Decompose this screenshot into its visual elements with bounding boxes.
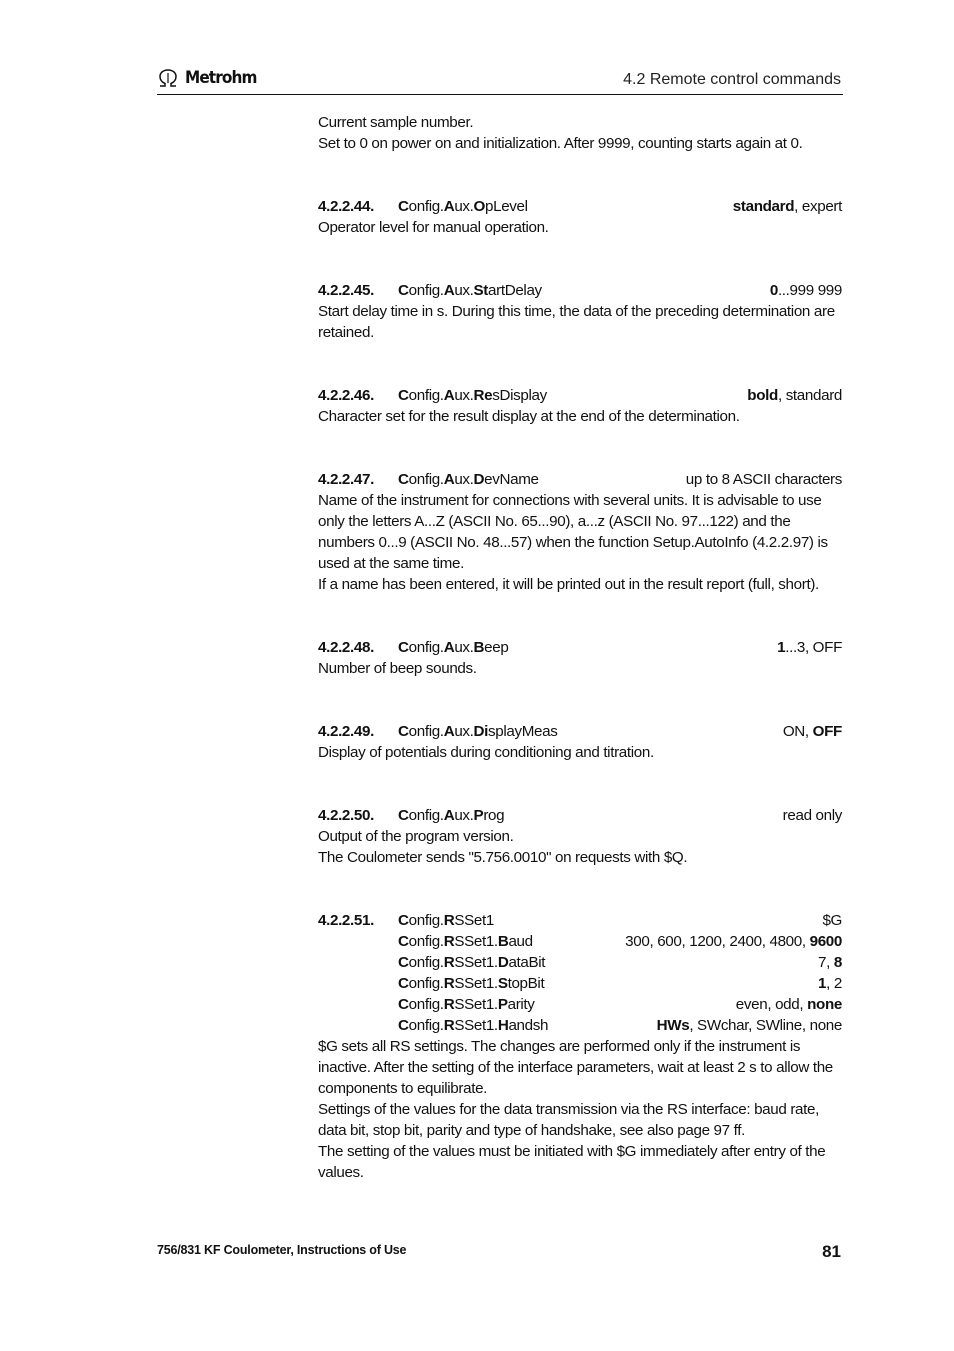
- bold-segment: P: [473, 807, 484, 824]
- bold-segment: none: [807, 996, 842, 1013]
- bold-segment: A: [443, 387, 455, 404]
- command-name: Config.RSSet1.Baud: [398, 933, 533, 950]
- bold-segment: R: [443, 996, 455, 1013]
- command-section: [318, 637, 842, 679]
- bold-segment: S: [497, 975, 508, 992]
- command-name: Config.Aux.DisplayMeas: [398, 723, 558, 740]
- bold-segment: OFF: [812, 723, 842, 740]
- description: $G sets all RS settings. The changes are performed only if the instrument is inactive. After the setting of the interface parameters, wait at least 2 s to allow the components to equilibrate.: [318, 1038, 833, 1097]
- bold-segment: B: [497, 933, 509, 950]
- bold-segment: R: [443, 912, 455, 929]
- bold-segment: C: [398, 198, 409, 215]
- value-range: bold, standard: [747, 387, 842, 404]
- bold-segment: 1: [777, 639, 786, 656]
- command-section: [318, 469, 842, 595]
- value-range: $G: [822, 912, 842, 929]
- command-name: Config.Aux.DevName: [398, 471, 539, 488]
- page-header: [157, 66, 843, 95]
- section-number: 4.2.2.46.: [318, 387, 374, 404]
- section-number: 4.2.2.45.: [318, 282, 374, 299]
- section-number: 4.2.2.50.: [318, 807, 374, 824]
- command-section: [318, 280, 842, 343]
- bold-segment: C: [398, 912, 409, 929]
- section-number: 4.2.2.49.: [318, 723, 374, 740]
- bold-segment: 0: [769, 282, 778, 299]
- bold-segment: 8: [833, 954, 842, 971]
- command-sub-row: [318, 931, 842, 952]
- command-name: Config.RSSet1.StopBit: [398, 975, 545, 992]
- bold-segment: Di: [473, 723, 489, 740]
- running-head: 4.2 Remote control commands: [623, 71, 841, 88]
- value-range: 7, 8: [818, 954, 842, 971]
- bold-segment: D: [473, 471, 485, 488]
- command-header-row: [318, 637, 842, 658]
- command-name: Config.RSSet1: [398, 912, 494, 929]
- bold-segment: A: [443, 723, 455, 740]
- description: Number of beep sounds.: [318, 660, 477, 677]
- bold-segment: R: [443, 954, 455, 971]
- bold-segment: C: [398, 996, 409, 1013]
- section-number: 4.2.2.44.: [318, 198, 374, 215]
- bold-segment: bold: [747, 387, 778, 404]
- bold-segment: B: [473, 639, 485, 656]
- bold-segment: Re: [473, 387, 493, 404]
- bold-segment: C: [398, 807, 409, 824]
- bold-segment: P: [497, 996, 508, 1013]
- description: Display of potentials during conditioning and titration.: [318, 744, 654, 761]
- bold-segment: C: [398, 471, 409, 488]
- bold-segment: A: [443, 471, 455, 488]
- bold-segment: O: [473, 198, 485, 215]
- description: Settings of the values for the data transmission via the RS interface: baud rate, data bit, stop bit, parity and type of handshake, see also page 97 ff.: [318, 1101, 819, 1139]
- bold-segment: D: [497, 954, 509, 971]
- section-number: 4.2.2.51.: [318, 912, 374, 929]
- logo-text: Metrohm: [185, 68, 257, 88]
- bold-segment: C: [398, 1017, 409, 1034]
- command-name: Config.RSSet1.Parity: [398, 996, 535, 1013]
- page-number: 81: [822, 1242, 841, 1261]
- bold-segment: HWs: [656, 1017, 690, 1034]
- command-name: Config.RSSet1.DataBit: [398, 954, 546, 971]
- intro-line: Set to 0 on power on and initialization. After 9999, counting starts again at 0.: [318, 135, 803, 152]
- page-footer: [157, 1240, 843, 1270]
- command-name: Config.Aux.ResDisplay: [398, 387, 547, 404]
- command-section: [318, 196, 842, 238]
- value-range: 300, 600, 1200, 2400, 4800, 9600: [625, 933, 842, 950]
- command-sub-row: [318, 973, 842, 994]
- command-section: [318, 805, 842, 868]
- bold-segment: C: [398, 639, 409, 656]
- bold-segment: C: [398, 954, 409, 971]
- command-header-row: [318, 280, 842, 301]
- bold-segment: C: [398, 723, 409, 740]
- command-section: [318, 910, 842, 1183]
- command-sub-row: [318, 952, 842, 973]
- value-range: 1, 2: [818, 975, 842, 992]
- description: Start delay time in s. During this time, the data of the preceding determination are retained.: [318, 303, 835, 341]
- description: Name of the instrument for connections with several units. It is advisable to use only the letters A...Z (ASCII No. 65...90), a...z (ASCII No. 97...122) and the numbers 0...9 (ASCII No. 48...57) when the function Setup.AutoInfo (4.2.2.97) is used at the same time.: [318, 492, 828, 572]
- command-header-row: [318, 469, 842, 490]
- description: Character set for the result display at the end of the determination.: [318, 408, 740, 425]
- description: The setting of the values must be initiated with $G immediately after entry of the values.: [318, 1143, 826, 1181]
- description: Operator level for manual operation.: [318, 219, 549, 236]
- command-name: Config.Aux.Beep: [398, 639, 509, 656]
- value-range: HWs, SWchar, SWline, none: [656, 1017, 842, 1034]
- section-number: 4.2.2.47.: [318, 471, 374, 488]
- intro-line: Current sample number.: [318, 114, 474, 131]
- bold-segment: R: [443, 1017, 455, 1034]
- description: Output of the program version.: [318, 828, 514, 845]
- metrohm-logo: [157, 66, 257, 90]
- command-name: Config.Aux.Prog: [398, 807, 505, 824]
- command-name: Config.RSSet1.Handsh: [398, 1017, 549, 1034]
- command-header-row: [318, 385, 842, 406]
- bold-segment: standard: [732, 198, 795, 215]
- bold-segment: R: [443, 975, 455, 992]
- command-sub-row: [318, 1015, 842, 1036]
- command-name: Config.Aux.OpLevel: [398, 198, 528, 215]
- command-section: [318, 385, 842, 427]
- description: If a name has been entered, it will be printed out in the result report (full, short).: [318, 576, 819, 593]
- command-header-row: [318, 721, 842, 742]
- command-name: Config.Aux.StartDelay: [398, 282, 542, 299]
- command-header-row: [318, 196, 842, 217]
- value-range: standard, expert: [732, 198, 842, 215]
- bold-segment: 1: [818, 975, 827, 992]
- description: The Coulometer sends "5.756.0010" on requests with $Q.: [318, 849, 688, 866]
- intro-section: [318, 112, 842, 154]
- command-header-row: [318, 910, 842, 931]
- value-range: 1...3, OFF: [777, 639, 842, 656]
- bold-segment: R: [443, 933, 455, 950]
- bold-segment: A: [443, 639, 455, 656]
- command-section: [318, 721, 842, 763]
- value-range: up to 8 ASCII characters: [685, 471, 842, 488]
- command-header-row: [318, 805, 842, 826]
- value-range: 0...999 999: [769, 282, 842, 299]
- command-sub-row: [318, 994, 842, 1015]
- section-number: 4.2.2.48.: [318, 639, 374, 656]
- bold-segment: C: [398, 282, 409, 299]
- bold-segment: A: [443, 198, 455, 215]
- bold-segment: C: [398, 387, 409, 404]
- footer-title: 756/831 KF Coulometer, Instructions of Use: [157, 1243, 407, 1257]
- bold-segment: A: [443, 282, 455, 299]
- page-content: [318, 112, 842, 1183]
- bold-segment: C: [398, 975, 409, 992]
- value-range: even, odd, none: [735, 996, 842, 1013]
- bold-segment: H: [497, 1017, 509, 1034]
- omega-icon: [157, 68, 179, 88]
- bold-segment: A: [443, 807, 455, 824]
- bold-segment: St: [473, 282, 489, 299]
- bold-segment: C: [398, 933, 409, 950]
- value-range: read only: [782, 807, 842, 824]
- bold-segment: 9600: [809, 933, 842, 950]
- value-range: ON, OFF: [782, 723, 842, 740]
